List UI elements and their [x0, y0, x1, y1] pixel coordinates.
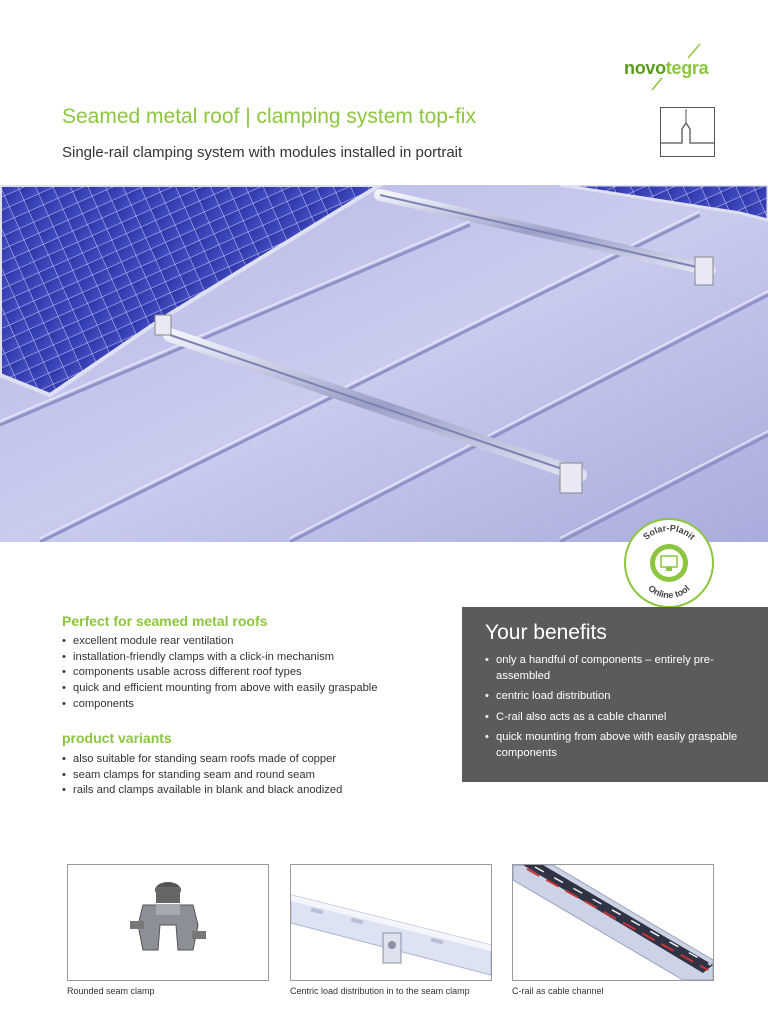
hero-roof-photo [0, 185, 768, 542]
page-title: Seamed metal roof | clamping system top-fix [62, 105, 476, 128]
logo-part-tegra: tegra [665, 58, 709, 78]
list-item: • also suitable for standing seam roofs made of copper [62, 752, 342, 768]
badge-bottom-text: Online tool [646, 583, 692, 601]
novotegra-logo [622, 42, 732, 92]
list-item: • seam clamps for standing seam and round seam [62, 768, 342, 784]
logo-part-novo: novo [624, 58, 666, 78]
page-subtitle: Single-rail clamping system with modules installed in portrait [62, 144, 463, 161]
seamed-roof-icon [660, 107, 715, 157]
variants-heading: product variants [62, 730, 172, 746]
photo-caption: Centric load distribution in to the seam clamp [290, 986, 470, 996]
roofs-heading: Perfect for seamed metal roofs [62, 613, 268, 629]
list-item: • excellent module rear ventilation [62, 634, 378, 650]
photo-caption: Rounded seam clamp [67, 986, 155, 996]
list-item: • centric load distribution [485, 689, 755, 705]
list-item: • installation-friendly clamps with a click-in mechanism [62, 650, 378, 666]
solar-planit-badge[interactable] [622, 516, 716, 610]
logo-wordmark [624, 58, 708, 79]
list-item: • only a handful of components – entirely pre-assembled [485, 653, 755, 684]
benefits-heading: Your benefits [485, 621, 607, 644]
photo-caption: C-rail as cable channel [512, 986, 604, 996]
benefits-box [462, 607, 768, 782]
badge-top-text: Solar-Planit [641, 522, 698, 542]
list-item: • C-rail also acts as a cable channel [485, 710, 755, 726]
c-rail-photo [512, 864, 714, 981]
list-item: • components usable across different roof types [62, 665, 378, 681]
seam-clamp-photo [67, 864, 269, 981]
list-item: • components [62, 697, 378, 713]
list-item: • rails and clamps available in blank and black anodized [62, 783, 342, 799]
variants-list [62, 752, 342, 799]
benefits-list [485, 653, 755, 766]
list-item: • quick mounting from above with easily graspable components [485, 730, 755, 761]
load-distribution-photo [290, 864, 492, 981]
list-item: • quick and efficient mounting from above with easily graspable [62, 681, 378, 697]
roofs-list [62, 634, 378, 713]
